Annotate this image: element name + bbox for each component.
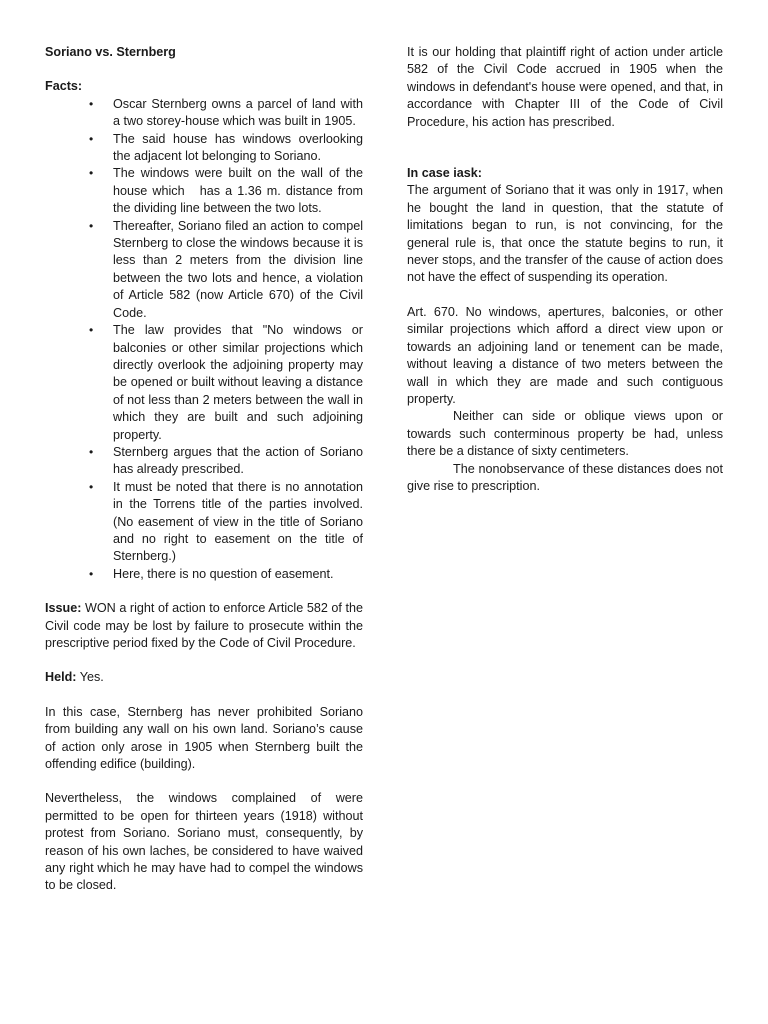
fact-item: • Thereafter, Soriano filed an action to compel Sternberg to close the windows because it is less than 2 meters from the division line between the two lots and hence, a violation of Article 582 (now Article 670) of the Civil Code. <box>89 218 363 320</box>
held-paragraph-2: Nevertheless, the windows complained of were permitted to be open for thirteen years (1918) without protest from Soriano. Soriano must, consequently, by reason of his own laches, be considered to have waived any right which he may have had to compel the windows to be closed. <box>45 791 363 893</box>
held-paragraph <box>45 669 363 686</box>
bullet-icon: • <box>89 166 94 181</box>
article-670-paragraph-2: Neither can side or oblique views upon or towards such conterminous property be had, unless there be a distance of sixty centimeters. <box>407 409 723 459</box>
issue-label: Issue: <box>45 601 82 616</box>
fact-item: • The said house has windows overlooking the adjacent lot belonging to Soriano. <box>89 131 363 164</box>
bullet-icon: • <box>89 131 94 146</box>
fact-item: • It must be noted that there is no annotation in the Torrens title of the parties involved. (No easement of view in the title of Soriano and no right to easement on the title of Sternberg.) <box>89 479 363 564</box>
fact-item: • Oscar Sternberg owns a parcel of land with a two storey-house which was built in 1905. <box>89 96 363 129</box>
issue-paragraph <box>45 600 363 652</box>
facts-list <box>45 96 367 583</box>
holding-paragraph: It is our holding that plaintiff right of action under article 582 of the Civil Code accrued in 1905 when the windows in defendant's house were opened, and that, in accordance with Chapter III of the Code of Civil Procedure, his action has prescribed. <box>407 45 723 129</box>
in-case-heading: In case iask: <box>407 166 482 181</box>
article-670-paragraph-3: The nonobservance of these distances does not give rise to prescription. <box>407 461 723 493</box>
article-670-paragraph: Art. 670. No windows, apertures, balconies, or other similar projections which afford a direct view upon or towards an adjoining land or tenement can be made, without leaving a distance of two meters between the wall in which they are made and such contiguous property. <box>407 304 723 406</box>
fact-item: • The windows were built on the wall of the house which has a 1.36 m. distance from the dividing line between the two lots. <box>89 166 367 216</box>
bullet-icon: • <box>89 566 94 581</box>
held-text: Yes. <box>76 670 104 685</box>
issue-text: WON a right of action to enforce Article 582 of the Civil code may be lost by failure to prosecute within the prescriptive period fixed by the Code of Civil Procedure. <box>45 601 363 650</box>
left-column <box>45 44 367 912</box>
right-column <box>407 44 723 495</box>
bullet-icon: • <box>89 96 94 111</box>
bullet-icon: • <box>89 444 94 459</box>
held-label: Held: <box>45 670 77 685</box>
facts-heading: Facts: <box>45 79 83 94</box>
bullet-icon: • <box>89 218 94 233</box>
fact-item: • The law provides that "No windows or balconies or other similar projections which directly overlook the adjoining property may be opened or built without leaving a distance of not less than 2 meters between the wall in which they are built and such adjoining property. <box>89 323 363 442</box>
held-paragraph-1: In this case, Sternberg has never prohibited Soriano from building any wall on his own land. Soriano’s cause of action only arose in 1905 when Sternberg built the offending edifice (building). <box>45 704 363 772</box>
in-case-paragraph: The argument of Soriano that it was only in 1917, when he bought the land in question, that the statute of limitations began to run, is not convincing, for the general rule is, that once the statute begins to run, it never stops, and the transfer of the cause of action does not have the effect of suspending its operation. <box>407 183 723 285</box>
fact-item: • Sternberg argues that the action of Soriano has already prescribed. <box>89 444 363 477</box>
document-title: Soriano vs. Sternberg <box>45 45 176 59</box>
bullet-icon: • <box>89 479 94 494</box>
fact-item: • Here, there is no question of easement. <box>113 566 363 583</box>
bullet-icon: • <box>89 323 94 338</box>
